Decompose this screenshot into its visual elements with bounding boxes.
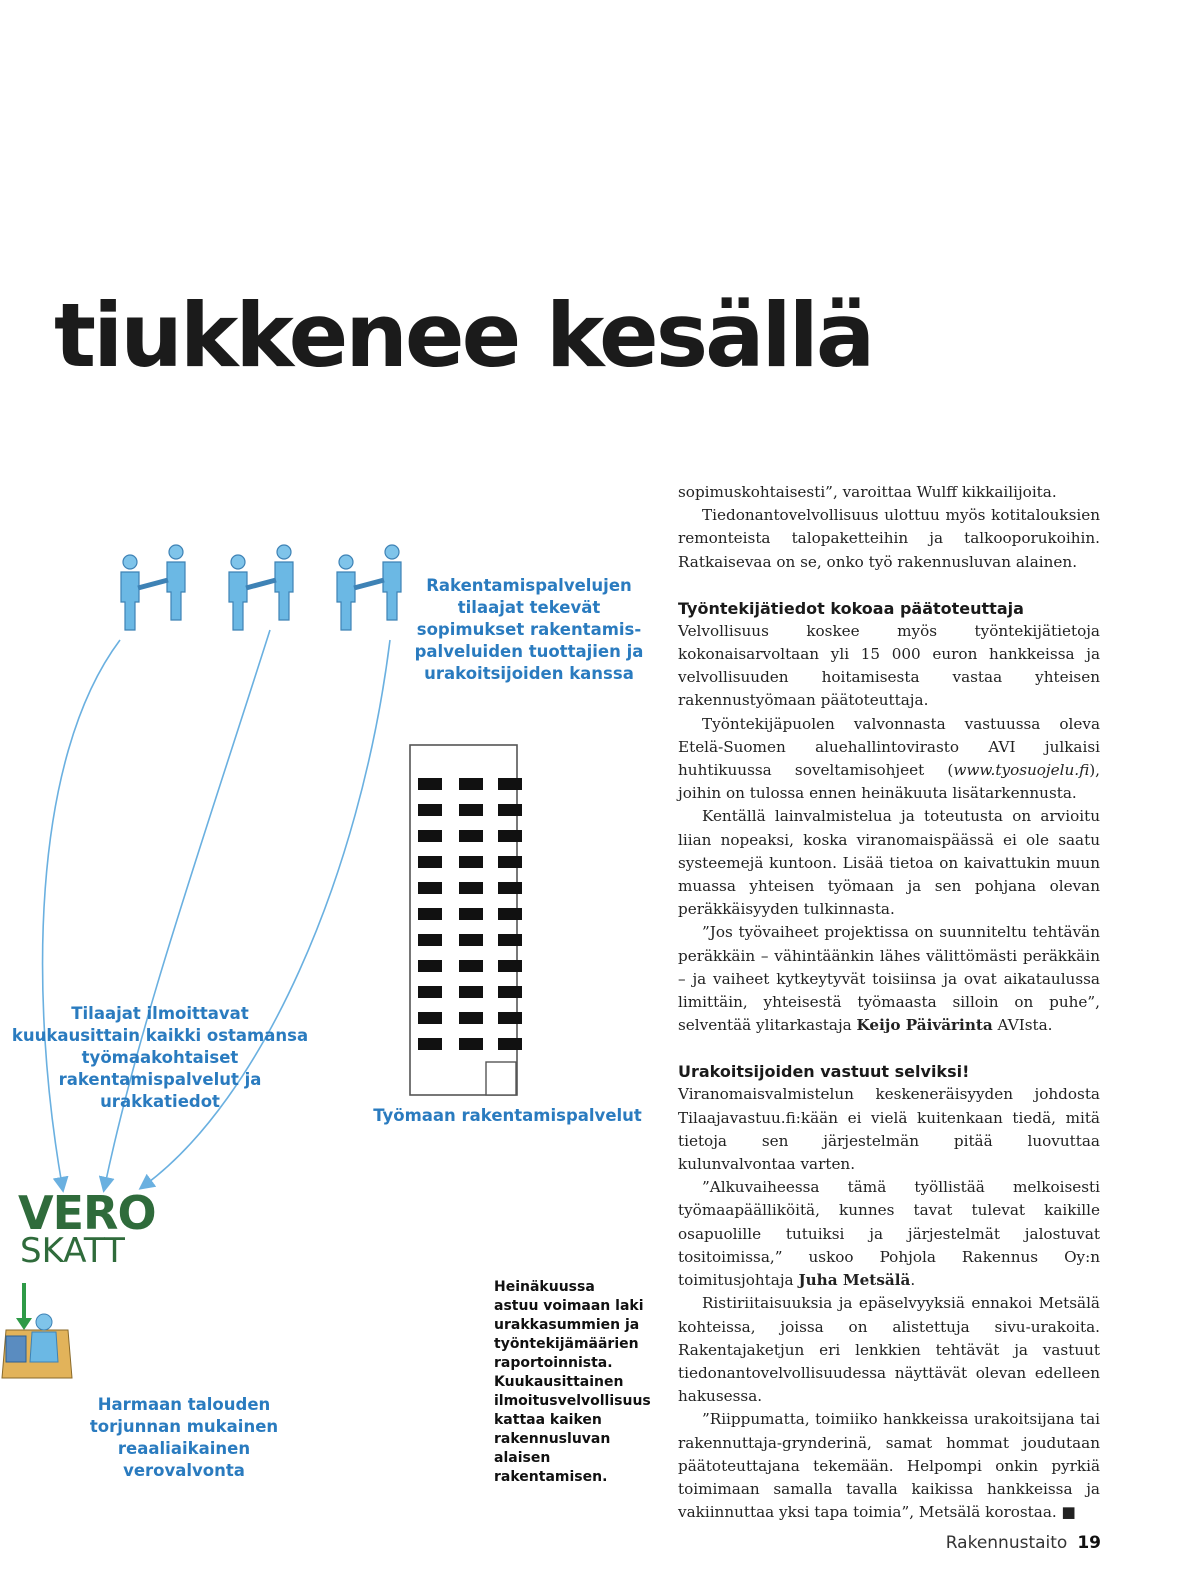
caption-monthly: Tilaajat ilmoittavat kuukausittain kaikki ostamansa työmaakohtaiset rakentamispalvelut ja urakkatiedot <box>11 1004 309 1111</box>
building-window <box>418 908 442 920</box>
handshake-figures-icon <box>121 545 401 630</box>
paragraph: Tiedonantovelvollisuus ulottuu myös kotitalouksien remonteista talopaketteihin ja talkooporukoihin. Ratkaisevaa on se, onko työ rakennusluvan alainen. <box>678 506 1100 571</box>
building-window <box>498 908 522 920</box>
building-window <box>418 1012 442 1024</box>
building-window <box>498 804 522 816</box>
building-window <box>459 960 483 972</box>
logo-skatt: SKATT <box>20 1231 125 1271</box>
building-window <box>459 908 483 920</box>
paragraph: Työntekijäpuolen valvonnasta vastuussa oleva Etelä-Suomen aluehallintovirasto AVI julkaisi huhtikuussa soveltamisohjeet (www.tyosuojelu.fi), joihin on tulossa ennen heinäkuuta lisätarkennusta. <box>678 714 1100 803</box>
building-window <box>418 830 442 842</box>
link-tyosuojelu: www.tyosuojelu.fi <box>953 761 1090 780</box>
building-window <box>498 778 522 790</box>
building-window <box>418 986 442 998</box>
building-window <box>459 1012 483 1024</box>
building-window <box>459 778 483 790</box>
building-window <box>418 934 442 946</box>
building-window <box>498 960 522 972</box>
building-window <box>498 1038 522 1050</box>
building-window <box>498 830 522 842</box>
paragraph: ”Riippumatta, toimiiko hankkeissa urakoitsijana tai rakennuttaja-grynderinä, samat hommat joudutaan päätoteuttajana tekemään. Helpompi onkin pyrkiä toimimaan samalla tavalla kaikissa hankkeissa ja vakiinnuttaa yksi tapa toimia”, Metsälä korostaa. ■ <box>678 1410 1100 1522</box>
building-window <box>459 830 483 842</box>
building-window <box>459 934 483 946</box>
vero-skatt-logo <box>0 1186 160 1275</box>
building-window <box>459 804 483 816</box>
article-column <box>678 481 1100 1524</box>
tax-officer-icon <box>2 1283 72 1378</box>
page-footer <box>946 1533 1101 1553</box>
paragraph: ”Alkuvaiheessa tämä työllistää melkoisesti työmaapäälliköitä, kunnes tavat tulevat kaikille osapuolille tutuiksi ja järjestelmät jalostuvat tositoimissa,” uskoo Pohjola Rakennus Oy:n toimitusjohtaja Juha Metsälä. <box>678 1178 1100 1290</box>
building-window <box>498 934 522 946</box>
sidebar-caption: Heinäkuussa astuu voimaan laki urakkasummien ja työntekijämäärien raportoinnista. Kuukausittainen ilmoitusvelvollisuus kattaa kaiken rakennusluvan alaisen rakentamisen. <box>494 1279 651 1485</box>
subheading: Urakoitsijoiden vastuut selviksi! <box>678 1062 970 1082</box>
building-window <box>418 804 442 816</box>
building-window <box>418 778 442 790</box>
page-number: 19 <box>1077 1533 1101 1553</box>
person-name: Keijo Päivärinta <box>856 1016 993 1035</box>
person-name: Juha Metsälä <box>798 1271 911 1290</box>
magazine-name: Rakennustaito <box>945 1533 1068 1553</box>
building-window <box>498 986 522 998</box>
caption-site: Työmaan rakentamispalvelut <box>373 1106 642 1125</box>
building-window <box>418 856 442 868</box>
building-window <box>418 882 442 894</box>
logo-vero: VERO <box>18 1186 156 1240</box>
building-window <box>418 960 442 972</box>
caption-grey-economy: Harmaan talouden torjunnan mukainen reaaliaikainen verovalvonta <box>89 1395 279 1480</box>
paragraph: Viranomaisvalmistelun keskeneräisyyden johdosta Tilaajavastuu.fi:kään ei vielä kuitenkaan tiedä, mitä tietoja sen järjestelmän pitää luovuttaa kulunvalvontaa varten. <box>678 1085 1100 1174</box>
building-icon <box>410 745 522 1095</box>
paragraph: sopimuskohtaisesti”, varoittaa Wulff kikkailijoita. <box>678 483 1057 501</box>
building-window <box>418 1038 442 1050</box>
building-window <box>459 882 483 894</box>
building-window <box>459 1038 483 1050</box>
building-window <box>459 986 483 998</box>
caption-contracts: Rakentamispalvelujen tilaajat tekevät sopimukset rakentamis-palveluiden tuottajien ja urakoitsijoiden kanssa <box>414 576 644 683</box>
paragraph: Kentällä lainvalmistelua ja toteutusta on arvioitu liian nopeaksi, koska viranomaispäässä ei ole saatu systeemejä kuntoon. Lisää tietoa on kaivattukin muun muassa yhteisen työmaan ja sen pohjana olevan peräkkäisyyden tulkinnasta. <box>678 807 1100 919</box>
subheading: Työntekijätiedot kokoaa päätoteuttaja <box>678 598 1024 618</box>
building-window <box>498 856 522 868</box>
building-window <box>498 882 522 894</box>
headline: tiukkenee kesällä <box>54 284 873 387</box>
paragraph: Velvollisuus koskee myös työntekijätietoja kokonaisarvoltaan yli 15 000 euron hankkeissa ja velvollisuuden hoitamisesta vastaa yhteisen rakennustyömaan päätoteuttaja. <box>678 621 1100 710</box>
paragraph: Ristiriitaisuuksia ja epäselvyyksiä ennakoi Metsälä kohteissa, joissa on alistettuja sivu-urakoita. Rakentajaketjun eri lenkkien tehtävät ja vastuut tiedonantovelvollisuudessa näyttävät olevan edelleen hakusessa. <box>678 1294 1100 1406</box>
building-window <box>498 1012 522 1024</box>
building-window <box>459 856 483 868</box>
paragraph: ”Jos työvaiheet projektissa on suunniteltu tehtävän peräkkäin – vähintäänkin lähes välittömästi peräkkäin – ja vaiheet kytkeytyvät toisiinsa ja ovat aikataulussa limittäin, yhteisestä työmaasta silloin on puhe”, selventää ylitarkastaja Keijo Päivärinta AVIsta. <box>678 923 1100 1035</box>
